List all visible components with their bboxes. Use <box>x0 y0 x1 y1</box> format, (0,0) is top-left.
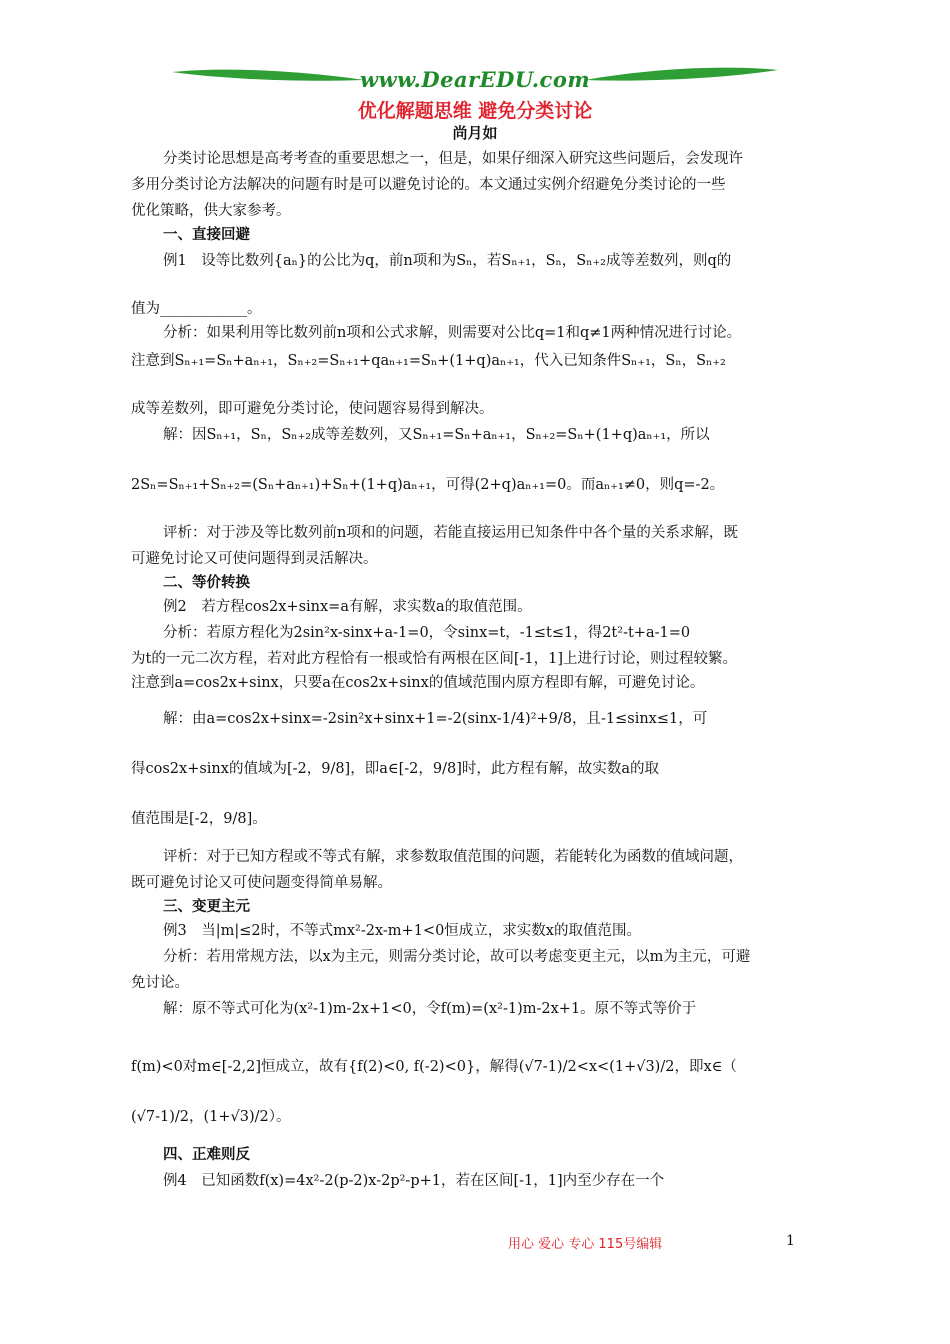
solution-1-line-1: 解：因Sₙ₊₁，Sₙ，Sₙ₊₂成等差数列，又Sₙ₊₁=Sₙ+aₙ₊₁，Sₙ₊₂=Sₙ+(1+q)aₙ₊₁，所以 <box>163 427 710 443</box>
example-1-line-2: 值为____________。 <box>131 301 262 317</box>
comment-1-line-2: 可避免讨论又可使问题得到灵活解决。 <box>131 551 378 567</box>
intro-line-2: 多用分类讨论方法解决的问题有时是可以避免讨论的。本文通过实例介绍避免分类讨论的一些 <box>131 177 726 193</box>
solution-2-line-2: 得cos2x+sinx的值域为[-2，9/8]，即a∈[-2，9/8]时，此方程有解，故实数a的取 <box>131 761 660 777</box>
analysis-3-line-2: 免讨论。 <box>131 975 189 991</box>
example-2-line-1: 例2 若方程cos2x+sinx=a有解，求实数a的取值范围。 <box>163 599 532 615</box>
section-heading-2: 二、等价转换 <box>163 575 250 591</box>
solution-3-line-3: (√7-1)/2，(1+√3)/2）。 <box>131 1109 291 1125</box>
solution-2-line-1: 解：由a=cos2x+sinx=-2sin²x+sinx+1=-2(sinx-1/4)²+9/8，且-1≤sinx≤1，可 <box>163 711 708 727</box>
site-url: www.DearEDU.com <box>359 67 591 92</box>
section-heading-4: 四、正难则反 <box>163 1147 250 1163</box>
solution-1-line-2: 2Sₙ=Sₙ₊₁+Sₙ₊₂=(Sₙ+aₙ₊₁)+Sₙ+(1+q)aₙ₊₁，可得(2+q)aₙ₊₁=0。而aₙ₊₁≠0，则q=-2。 <box>131 477 725 493</box>
document-title: 优化解题思维 避免分类讨论 <box>357 100 593 122</box>
solution-3-line-2: f(m)<0对m∈[-2,2]恒成立，故有{f(2)<0, f(-2)<0}，解得(√7-1)/2<x<(1+√3)/2，即x∈（ <box>131 1059 737 1075</box>
document-author: 尚月如 <box>452 124 498 142</box>
analysis-3-line-1: 分析：若用常规方法，以x为主元，则需分类讨论，故可以考虑变更主元，以m为主元，可避 <box>163 949 751 965</box>
section-heading-3: 三、变更主元 <box>163 899 250 915</box>
intro-line-3: 优化策略，供大家参考。 <box>131 203 291 219</box>
example-1-line-1: 例1 设等比数列{aₙ}的公比为q，前n项和为Sₙ，若Sₙ₊₁，Sₙ，Sₙ₊₂成等差数列，则q的 <box>163 253 732 269</box>
comment-1-line-1: 评析：对于涉及等比数列前n项和的问题，若能直接运用已知条件中各个量的关系求解，既 <box>163 525 738 541</box>
analysis-1-line-3: 成等差数列，即可避免分类讨论，使问题容易得到解决。 <box>131 401 494 417</box>
comment-2-line-1: 评析：对于已知方程或不等式有解，求参数取值范围的问题，若能转化为函数的值域问题， <box>163 849 743 865</box>
analysis-2-line-1: 分析：若原方程化为2sin²x-sinx+a-1=0，令sinx=t，-1≤t≤1，得2t²-t+a-1=0 <box>163 625 691 641</box>
solution-2-line-3: 值范围是[-2，9/8]。 <box>131 811 267 827</box>
example-4-line-1: 例4 已知函数f(x)=4x²-2(p-2)x-2p²-p+1，若在区间[-1，1]内至少存在一个 <box>163 1173 665 1189</box>
section-heading-1: 一、直接回避 <box>163 227 250 243</box>
comment-2-line-2: 既可避免讨论又可使问题变得简单易解。 <box>131 875 392 891</box>
analysis-1-line-2: 注意到Sₙ₊₁=Sₙ+aₙ₊₁，Sₙ₊₂=Sₙ₊₁+qaₙ₊₁=Sₙ+(1+q)aₙ₊₁，代入已知条件Sₙ₊₁，Sₙ，Sₙ₊₂ <box>131 353 726 369</box>
footer-editor-note: 用心 爱心 专心 115号编辑 <box>508 1237 663 1252</box>
analysis-2-line-3: 注意到a=cos2x+sinx，只要a在cos2x+sinx的值域范围内原方程即有解，可避免讨论。 <box>131 675 705 691</box>
analysis-1-line-1: 分析：如果利用等比数列前n项和公式求解，则需要对公比q=1和q≠1两种情况进行讨论。 <box>163 325 742 341</box>
analysis-2-line-2: 为t的一元二次方程，若对此方程恰有一根或恰有两根在区间[-1，1]上进行讨论，则过程较繁。 <box>131 651 737 667</box>
intro-line-1: 分类讨论思想是高考考查的重要思想之一，但是，如果仔细深入研究这些问题后，会发现许 <box>163 151 743 167</box>
example-3-line-1: 例3 当|m|≤2时，不等式mx²-2x-m+1<0恒成立，求实数x的取值范围。 <box>163 923 641 939</box>
solution-3-line-1: 解：原不等式可化为(x²-1)m-2x+1<0，令f(m)=(x²-1)m-2x+1。原不等式等价于 <box>163 1001 697 1017</box>
page-number: 1 <box>786 1233 795 1249</box>
site-logo <box>170 62 780 96</box>
